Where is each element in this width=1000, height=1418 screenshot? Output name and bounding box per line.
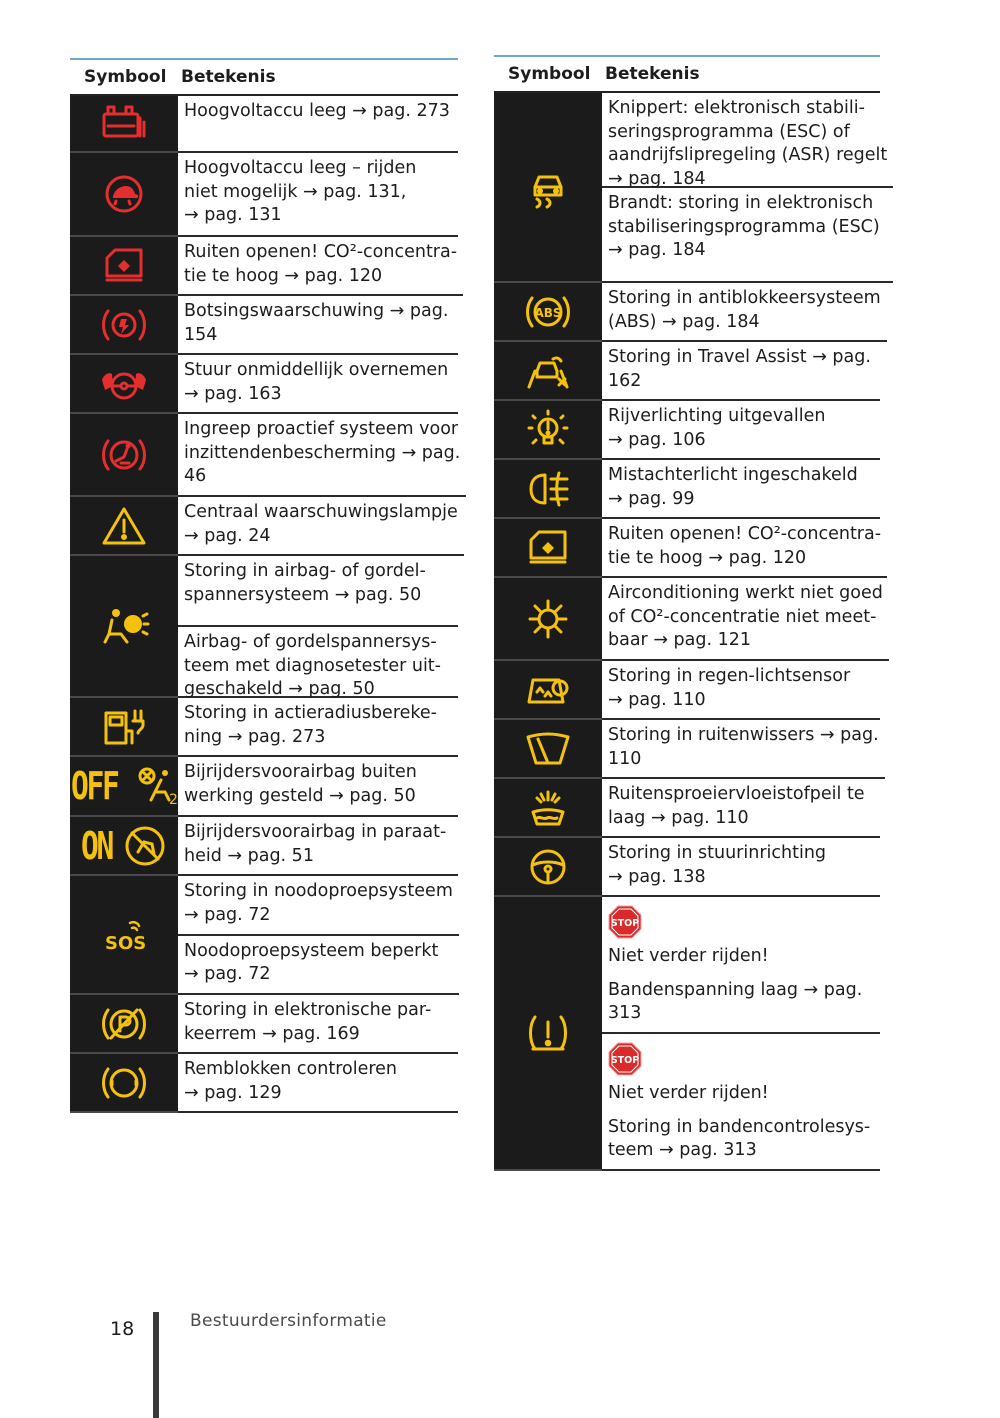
table-row [70, 355, 458, 414]
meaning-text: Storing in regen-lichtsensor [608, 666, 851, 686]
brake-pads-icon [70, 1054, 178, 1113]
table-row [494, 342, 880, 401]
steering-wheel-icon [494, 838, 602, 897]
meaning-text: Hoogvoltaccu leeg → pag. 273 [184, 101, 450, 121]
meaning-text: Bijrijdersvoorairbag buiten [184, 762, 417, 782]
table-row [70, 153, 458, 237]
meaning-cell [178, 355, 458, 414]
meaning-text: Storing in noodoproepsysteem [184, 881, 453, 901]
meaning-cell [178, 627, 458, 698]
steering-hands-icon [70, 355, 178, 414]
header-meaning: Betekenis [181, 67, 276, 87]
wiper-icon [494, 720, 602, 779]
table-row [494, 93, 888, 283]
meaning-text: Storing in Travel Assist → pag. [608, 347, 871, 367]
meaning-text: Airbag- of gordelspannersys- [184, 632, 437, 652]
meaning-cell-group [178, 355, 458, 414]
sos-icon [70, 876, 178, 995]
table-body [494, 93, 888, 1171]
meaning-cell-group [602, 460, 880, 519]
meaning-cell-group [178, 237, 463, 296]
meaning-note-text: Bandenspanning laag → pag. [608, 979, 863, 1000]
table-row [494, 578, 883, 661]
table-body [70, 96, 461, 1113]
meaning-text: Ingreep proactief systeem voor [184, 419, 459, 439]
rain-light-sensor-icon [494, 661, 602, 720]
meaning-cell-group [602, 93, 893, 283]
abs-icon [494, 283, 602, 342]
meaning-text: Hoogvoltaccu leeg – rijden [184, 158, 417, 178]
table-header [70, 60, 458, 96]
table-row [70, 96, 458, 153]
meaning-cell-group [178, 698, 458, 757]
meaning-text: Knippert: elektronisch stabili- [608, 98, 865, 118]
table-row [494, 401, 880, 460]
meaning-text: 154 [184, 324, 218, 345]
stop-sign-icon [608, 1038, 874, 1082]
meaning-text: (ABS) → pag. 184 [608, 311, 760, 332]
meaning-text: → pag. 72 [184, 964, 271, 984]
meaning-text: Storing in airbag- of gordel- [184, 561, 426, 581]
meaning-text: Botsingswaarschuwing → pag. [184, 301, 449, 321]
meaning-cell [178, 296, 458, 355]
header-meaning: Betekenis [605, 64, 700, 84]
table-row [70, 296, 458, 355]
meaning-text: Storing in elektronische par- [184, 1000, 432, 1020]
meaning-cell [602, 342, 880, 401]
meaning-text: 46 [184, 466, 207, 486]
meaning-text: Brandt: storing in elektronisch [608, 193, 874, 213]
meaning-text: Storing in antiblokkeersysteem [608, 288, 881, 308]
meaning-text: Centraal waarschuwingslampje [184, 502, 458, 522]
meaning-cell-group [178, 995, 458, 1054]
table-row [494, 460, 880, 519]
meaning-cell [602, 578, 889, 661]
meaning-cell [602, 188, 893, 283]
meaning-cell [178, 414, 466, 497]
right-table [494, 55, 888, 1171]
meaning-note-text: 313 [608, 1003, 642, 1023]
meaning-cell-group [178, 556, 458, 698]
meaning-cell-group [602, 401, 880, 460]
meaning-cell [178, 757, 458, 817]
meaning-text: → pag. 129 [184, 1082, 282, 1103]
bulb-failure-icon [494, 401, 602, 460]
meaning-text: of CO²-concentratie niet meet- [608, 606, 877, 627]
meaning-cell [178, 153, 458, 237]
meaning-cell [178, 556, 458, 627]
header-symbol: Symbool [84, 67, 167, 87]
rear-fog-light-icon [494, 460, 602, 519]
meaning-text: laag → pag. 110 [608, 807, 749, 828]
meaning-text: Rijverlichting uitgevallen [608, 406, 826, 426]
passenger-airbag-on-icon [70, 817, 178, 876]
window-co2-icon [494, 519, 602, 578]
meaning-note-text: Storing in bandencontrolesys- [608, 1116, 871, 1137]
table-row [494, 283, 880, 342]
meaning-cell [178, 96, 458, 153]
svg-text:ABS: ABS [534, 305, 562, 320]
meaning-text: Stuur onmiddellijk overnemen [184, 360, 449, 380]
airbag-off-label: OFF [71, 764, 118, 808]
svg-text:STOP: STOP [610, 918, 640, 929]
meaning-cell-group [178, 153, 458, 237]
table-row [494, 838, 880, 897]
meaning-cell [602, 283, 887, 342]
meaning-text: 162 [608, 370, 642, 391]
section-title: Bestuurdersinformatie [190, 1311, 387, 1331]
meaning-text: geschakeld → pag. 50 [184, 679, 375, 699]
table-row [70, 1054, 458, 1113]
meaning-cell-group [178, 1054, 458, 1113]
meaning-text: Storing in stuurinrichting [608, 843, 827, 863]
meaning-cell-group [178, 414, 466, 497]
meaning-cell [602, 401, 880, 460]
meaning-cell-group [178, 296, 458, 355]
meaning-cell-group [602, 720, 885, 779]
tire-pressure-icon [494, 897, 602, 1171]
meaning-text: Ruiten openen! CO²-concentra- [608, 524, 882, 544]
esc-skid-icon [494, 93, 602, 283]
meaning-cell-group [178, 757, 458, 817]
table-row [70, 698, 458, 757]
meaning-text: seringsprogramma (ESC) of [608, 121, 850, 142]
meaning-cell-group [602, 897, 880, 1171]
meaning-cell-group [178, 497, 464, 556]
meaning-text: Mistachterlicht ingeschakeld [608, 465, 858, 485]
meaning-text: heid → pag. 51 [184, 845, 314, 866]
meaning-cell [178, 698, 458, 757]
stop-sign-icon [608, 901, 874, 945]
table-row [494, 720, 880, 779]
meaning-text: tie te hoog → pag. 120 [608, 547, 807, 568]
meaning-text: tie te hoog → pag. 120 [184, 265, 383, 286]
meaning-cell-group [602, 283, 887, 342]
meaning-note-text: teem → pag. 313 [608, 1140, 757, 1160]
meaning-text: Airconditioning werkt niet goed [608, 583, 883, 603]
meaning-text: → pag. 131 [184, 205, 282, 225]
meaning-cell [178, 497, 464, 556]
meaning-text: Noodoproepsysteem beperkt [184, 940, 439, 961]
meaning-text: → pag. 99 [608, 488, 695, 509]
meaning-cell [178, 1054, 458, 1113]
meaning-text: keerrem → pag. 169 [184, 1023, 360, 1044]
table-row [494, 897, 880, 1171]
table-row [70, 995, 458, 1054]
meaning-cell-group [178, 817, 458, 876]
meaning-text: baar → pag. 121 [608, 630, 752, 650]
meaning-text: Storing in ruitenwissers → pag. [608, 725, 879, 745]
meaning-text: → pag. 184 [608, 168, 706, 189]
meaning-cell-group [178, 96, 458, 153]
meaning-cell [602, 838, 880, 897]
meaning-cell [602, 720, 885, 779]
high-voltage-battery-icon [70, 96, 178, 153]
svg-text:STOP: STOP [610, 1055, 640, 1066]
header-symbol: Symbool [508, 64, 591, 84]
meaning-text: teem met diagnosetester uit- [184, 655, 441, 676]
table-header [494, 57, 880, 93]
meaning-text: 110 [608, 748, 642, 769]
meaning-cell-group [602, 779, 880, 838]
table-row [494, 519, 880, 578]
meaning-cell-group [602, 838, 880, 897]
collision-warning-icon [70, 296, 178, 355]
meaning-cell-group [602, 578, 889, 661]
table-row [70, 556, 458, 698]
meaning-text: werking gesteld → pag. 50 [184, 785, 416, 806]
meaning-cell [602, 779, 880, 838]
meaning-text: aandrijfslipregeling (ASR) regelt [608, 145, 888, 165]
meaning-text: → pag. 72 [184, 904, 271, 925]
meaning-cell-group [178, 876, 459, 995]
table-row [70, 237, 458, 296]
table-row [70, 414, 461, 497]
meaning-text: Ruiten openen! CO²-concentra- [184, 242, 458, 262]
meaning-text: Ruitensproeiervloeistofpeil te [608, 784, 865, 804]
meaning-text: ning → pag. 273 [184, 726, 326, 747]
meaning-text: → pag. 184 [608, 240, 706, 260]
airbag-icon [70, 556, 178, 698]
park-brake-fault-icon [70, 995, 178, 1054]
meaning-cell [602, 519, 887, 578]
meaning-text: Remblokken controleren [184, 1059, 398, 1079]
meaning-text: → pag. 163 [184, 383, 282, 404]
left-table [70, 58, 461, 1113]
meaning-cell-group [602, 519, 887, 578]
meaning-text: Niet verder rijden! [608, 946, 769, 966]
meaning-text: stabiliseringsprogramma (ESC) [608, 216, 880, 237]
meaning-cell [602, 93, 893, 188]
meaning-cell-group [602, 661, 880, 720]
proactive-occupant-icon [70, 414, 178, 497]
window-co2-icon [70, 237, 178, 296]
airbag-on-label: ON [81, 823, 113, 868]
table-row [494, 779, 880, 838]
meaning-cell [178, 876, 459, 936]
washer-fluid-icon [494, 779, 602, 838]
meaning-text: Storing in actieradiusbereke- [184, 703, 437, 723]
meaning-text: inzittendenbescherming → pag. [184, 442, 461, 463]
table-row [70, 757, 458, 817]
turtle-icon [70, 153, 178, 237]
air-conditioning-icon [494, 578, 602, 661]
meaning-text: Niet verder rijden! [608, 1083, 769, 1103]
warning-triangle-icon [70, 497, 178, 556]
meaning-cell [602, 460, 880, 519]
meaning-text: → pag. 24 [184, 525, 271, 546]
meaning-text: Bijrijdersvoorairbag in paraat- [184, 822, 447, 842]
passenger-airbag-off-icon [70, 757, 178, 817]
footer-divider [153, 1312, 159, 1418]
meaning-cell [602, 1034, 880, 1171]
svg-text:2: 2 [168, 792, 178, 808]
travel-assist-icon [494, 342, 602, 401]
range-fuel-plug-icon [70, 698, 178, 757]
table-row [494, 661, 880, 720]
meaning-cell-group [602, 342, 880, 401]
table-row [70, 497, 458, 556]
meaning-text: → pag. 110 [608, 689, 706, 710]
meaning-cell [178, 237, 463, 296]
meaning-text: spannersysteem → pag. 50 [184, 584, 422, 605]
table-row [70, 876, 458, 995]
meaning-cell [178, 995, 458, 1054]
page-number: 18 [110, 1318, 135, 1340]
svg-text:SOS: SOS [105, 932, 147, 954]
meaning-cell [178, 817, 458, 876]
meaning-cell [602, 897, 880, 1034]
meaning-cell [178, 936, 459, 996]
meaning-text: → pag. 138 [608, 866, 706, 887]
meaning-text: → pag. 106 [608, 429, 706, 450]
meaning-cell [602, 661, 880, 720]
meaning-text: niet mogelijk → pag. 131, [184, 181, 407, 202]
table-row [70, 817, 458, 876]
